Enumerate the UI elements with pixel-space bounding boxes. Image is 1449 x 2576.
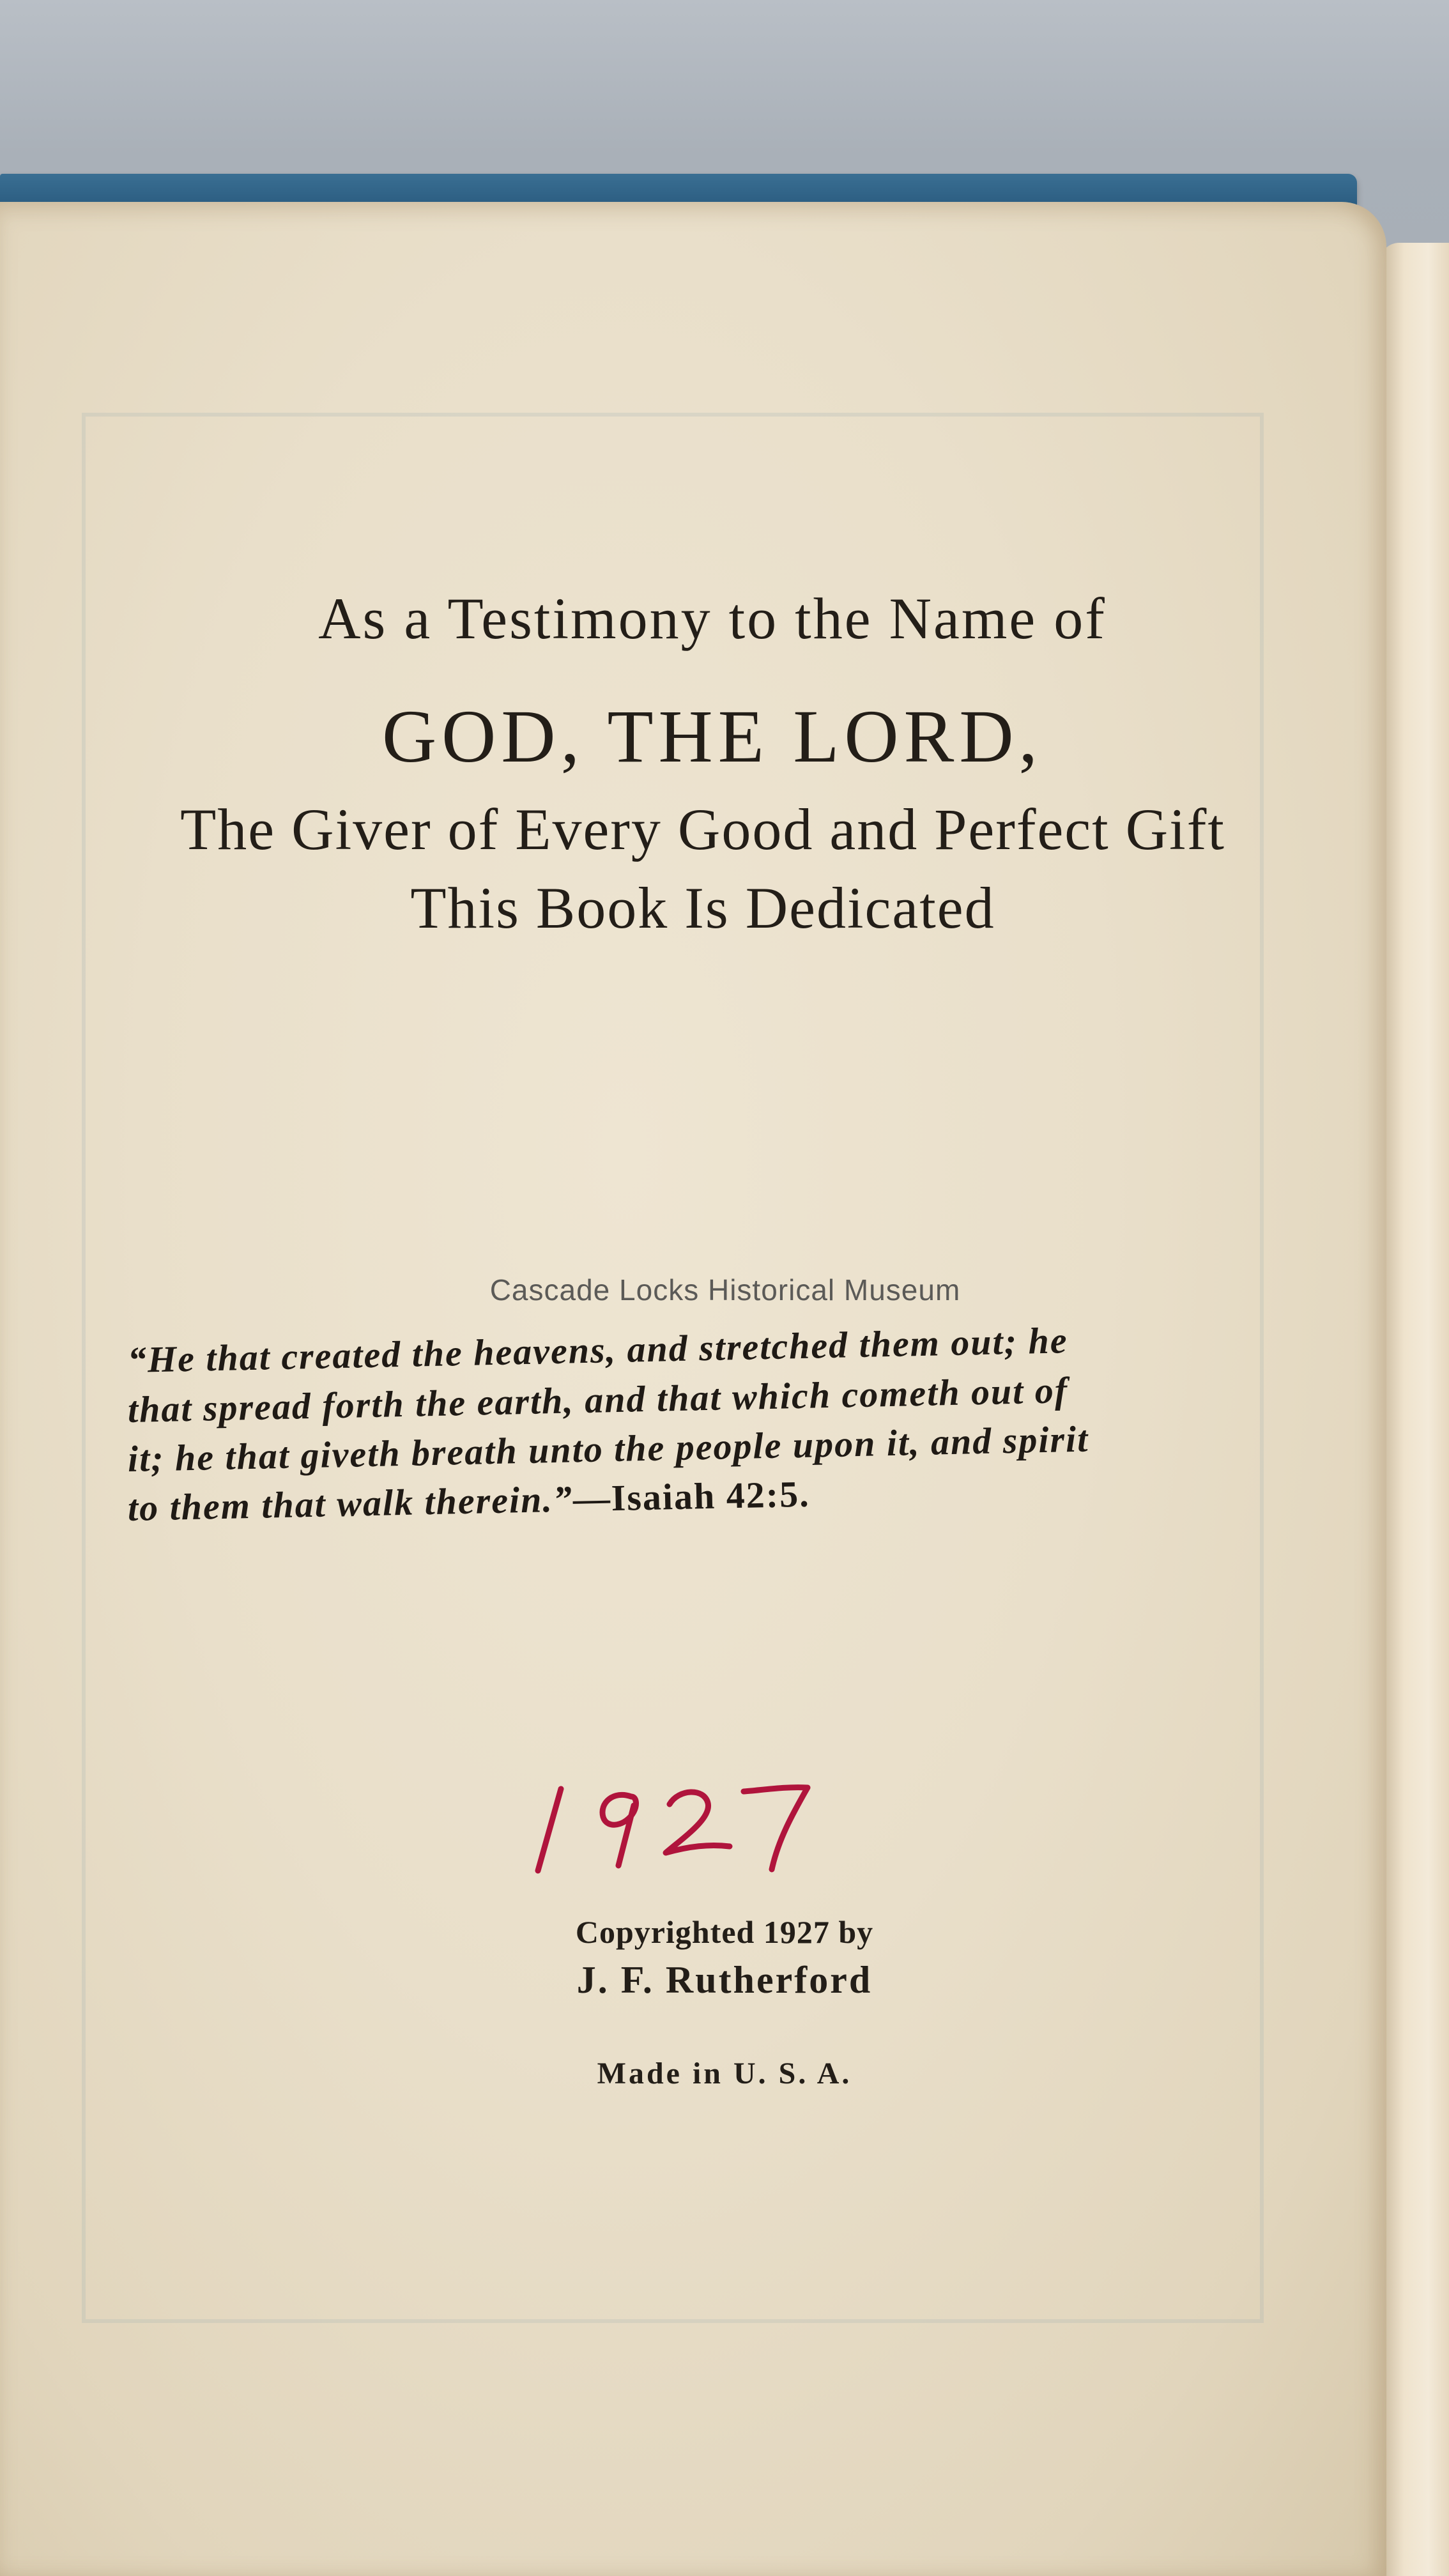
verse-line-3: it; he that giveth breath unto the people upon it, and spirit bbox=[127, 1418, 1089, 1480]
handwritten-year bbox=[524, 1763, 824, 1878]
dedication-line-4: This Book Is Dedicated bbox=[410, 875, 995, 940]
verse-line-2: that spread forth the earth, and that which cometh out of bbox=[127, 1369, 1069, 1430]
copyright-line: Copyrighted 1927 by bbox=[575, 1914, 874, 1950]
verse-line-4-text: to them that walk therein.” bbox=[127, 1478, 574, 1529]
verse-line-1: “He that created the heavens, and stretched them out; he bbox=[127, 1319, 1069, 1381]
museum-watermark: Cascade Locks Historical Museum bbox=[489, 1273, 961, 1307]
verse-reference: —Isaiah 42:5. bbox=[572, 1473, 811, 1520]
dedication-line-3: The Giver of Every Good and Perfect Gift bbox=[180, 797, 1225, 862]
made-in-line: Made in U. S. A. bbox=[597, 2057, 852, 2090]
dedication-line-2: GOD, THE LORD, bbox=[381, 694, 1043, 778]
author-line: J. F. Rutherford bbox=[576, 1959, 873, 2001]
dedication-line-1: As a Testimony to the Name of bbox=[318, 586, 1107, 651]
